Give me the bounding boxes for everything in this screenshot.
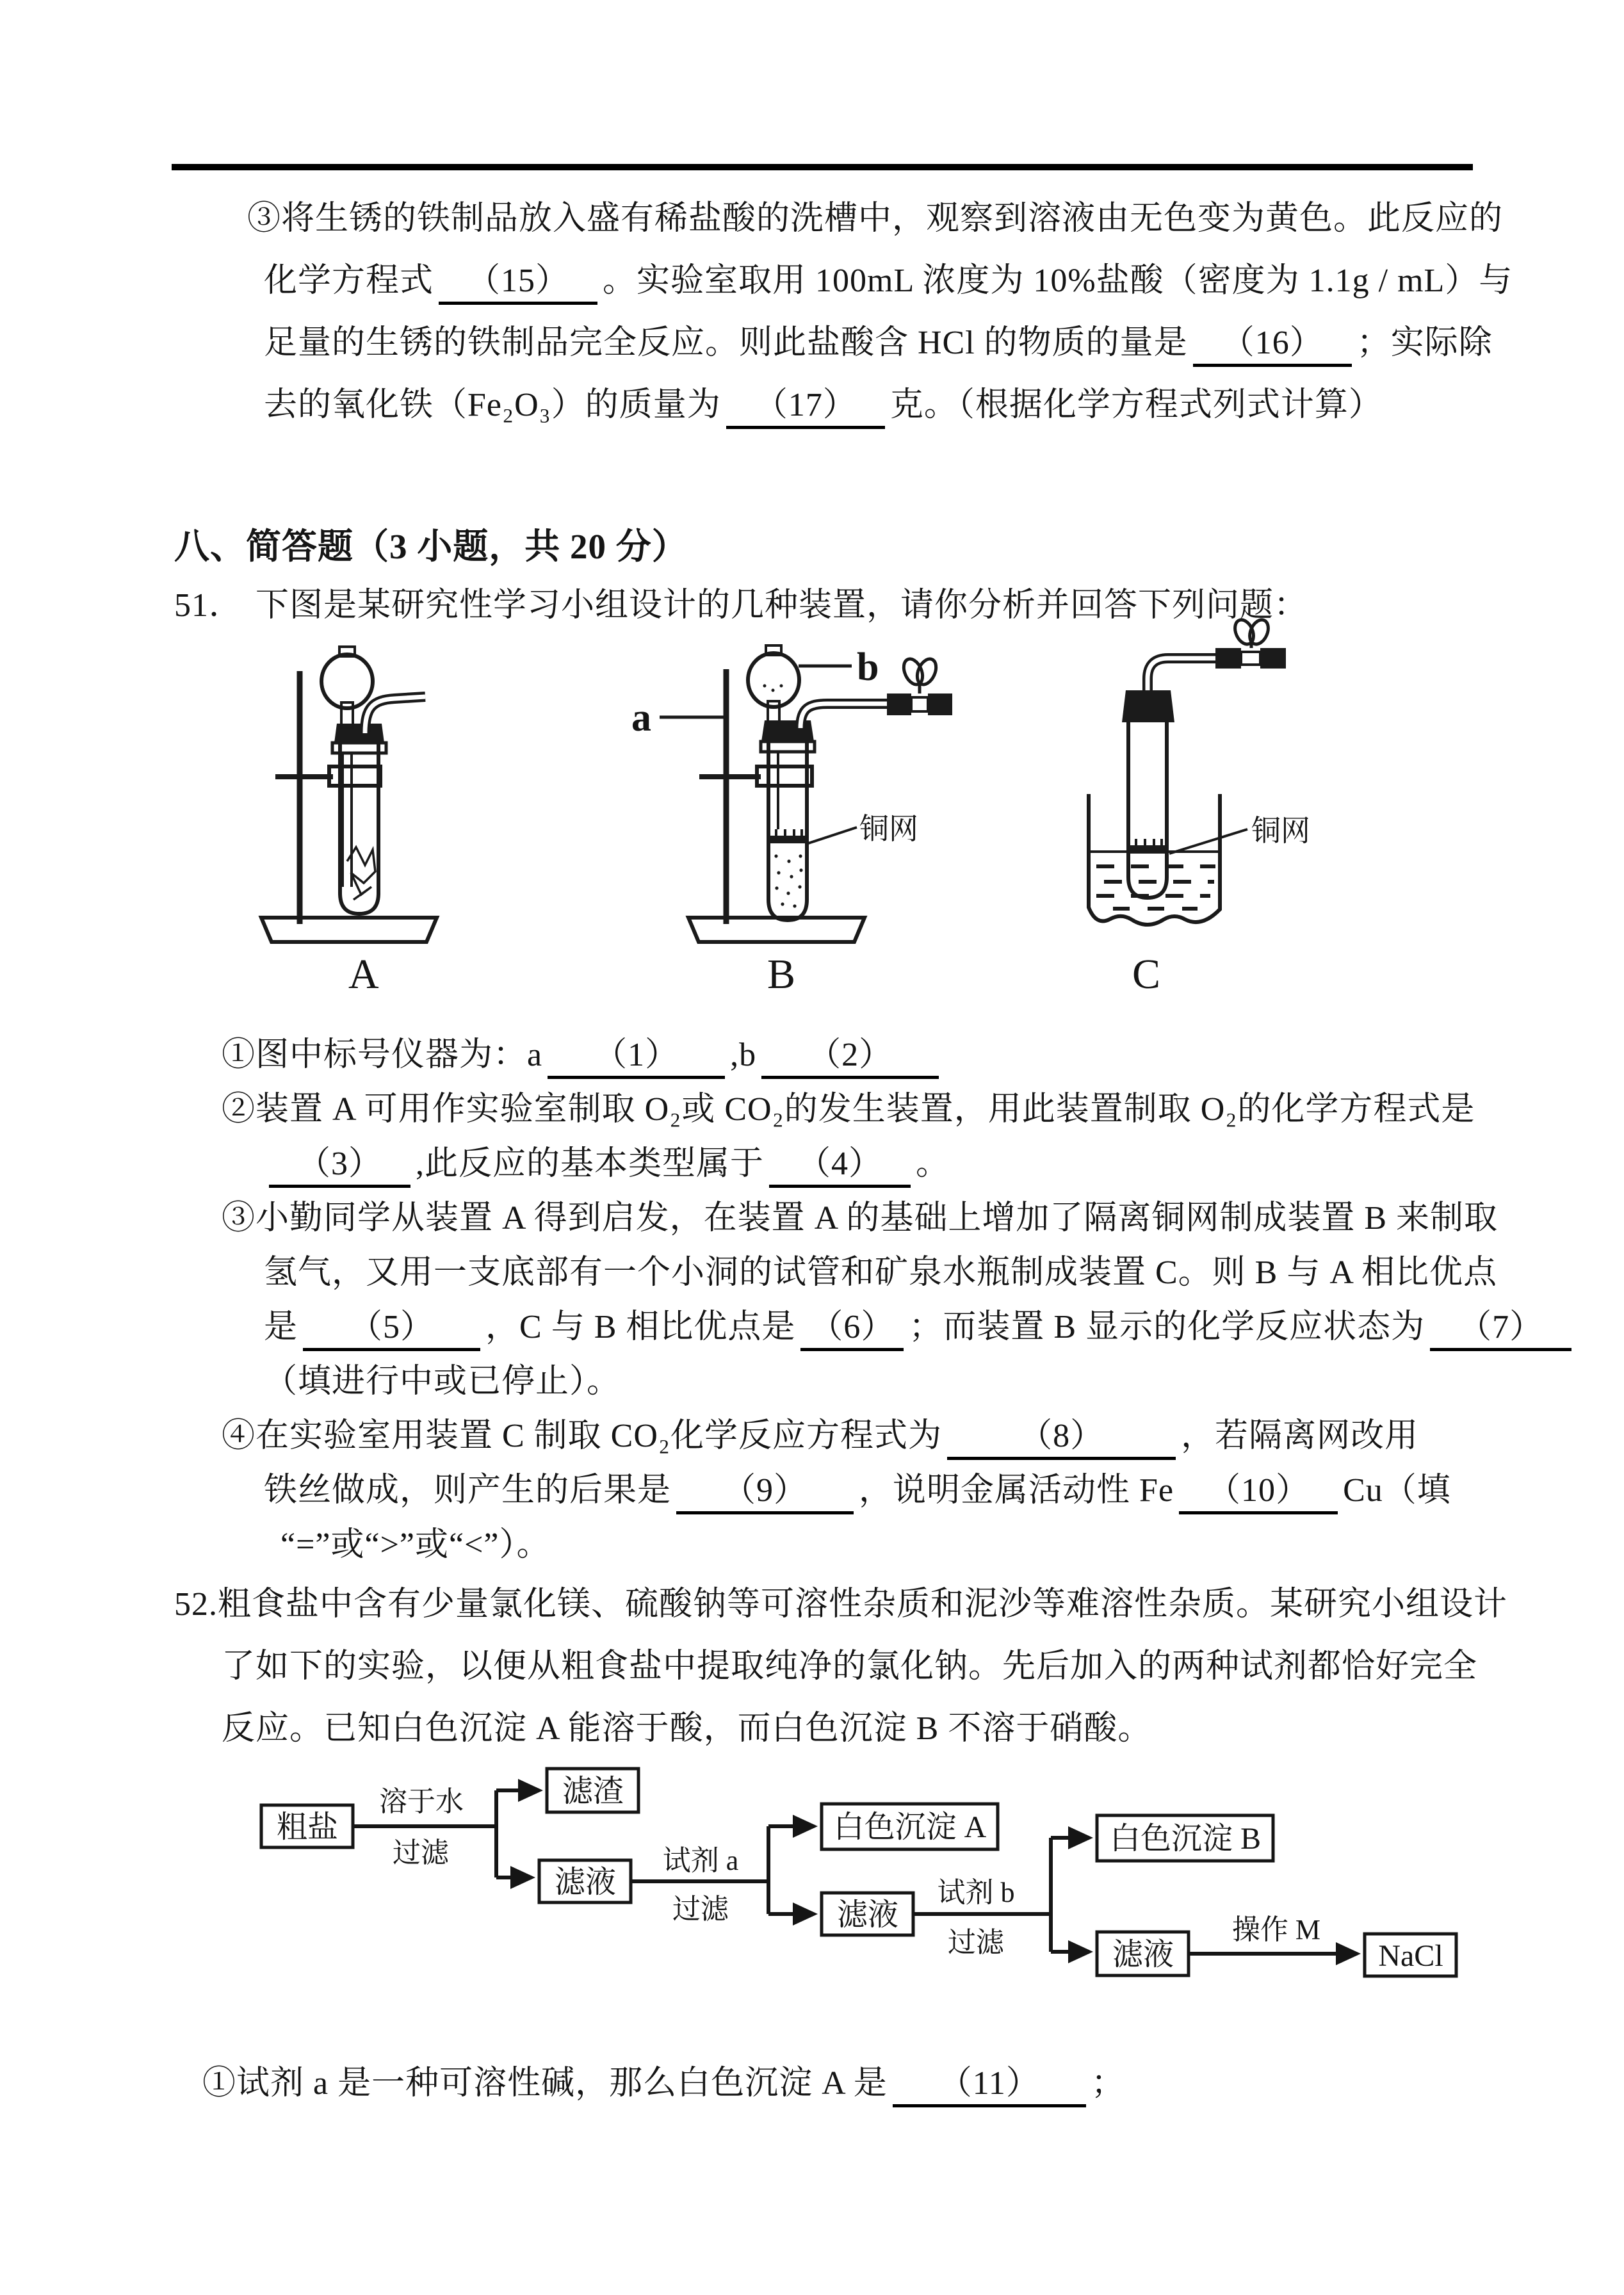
q51-sub2-line1: ②装置 A 可用作实验室制取 O₂或 CO₂的发生装置，用此装置制取 O₂的化学方程式是 bbox=[222, 1091, 1475, 1128]
text-segment: ，C 与 B 相比优点是 bbox=[485, 1309, 796, 1345]
q52-line2: 了如下的实验，以便从粗食盐中提取纯净的氯化钠。先后加入的两种试剂都恰好完全 bbox=[222, 1648, 1478, 1685]
text-segment: 铁丝做成，则产生的后果是 bbox=[264, 1472, 672, 1509]
flow-step-filter-2-label: 过滤 bbox=[672, 1894, 729, 1925]
stopcock-segment bbox=[1260, 648, 1286, 669]
q51-sub3-line3 bbox=[264, 1304, 1577, 1351]
flow-box-white-ppt-b-label: 白色沉淀 B bbox=[1109, 1822, 1262, 1856]
flow-step-filter-1-label: 过滤 bbox=[393, 1837, 449, 1869]
droplet bbox=[763, 685, 767, 688]
funnel-bulb bbox=[748, 653, 799, 707]
q51-number: 51． bbox=[174, 587, 243, 624]
flow-box-filtrate-2-label: 滤液 bbox=[836, 1898, 899, 1932]
blank-1: （1） bbox=[548, 1035, 725, 1079]
text-segment: ①图中标号仪器为：a bbox=[222, 1037, 543, 1073]
stand-base bbox=[261, 918, 437, 942]
q51-sub2-line2 bbox=[264, 1141, 950, 1188]
valve-wing-icon bbox=[914, 656, 940, 688]
apparatus-a bbox=[261, 647, 437, 998]
text-segment: ；而装置 B 显示的化学反应状态为 bbox=[909, 1309, 1425, 1345]
flow-step-operation-m-label: 操作 M bbox=[1231, 1914, 1321, 1945]
blank-9: （9） bbox=[676, 1470, 854, 1514]
stopper bbox=[761, 720, 814, 742]
droplet bbox=[772, 689, 775, 692]
blank-15: （15） bbox=[439, 261, 597, 305]
q51-stem-text: 下图是某研究性学习小组设计的几种装置，请你分析并回答下列问题： bbox=[256, 587, 1308, 624]
apparatus-c bbox=[1089, 617, 1310, 998]
blank-8: （8） bbox=[947, 1416, 1176, 1460]
text-segment: 。 bbox=[916, 1146, 950, 1182]
q50-line-3 bbox=[264, 320, 1493, 367]
flow-box-white-ppt-a-label: 白色沉淀 A bbox=[833, 1810, 987, 1844]
apparatus-c-label: C bbox=[1132, 951, 1161, 998]
q52-line1: 52.粗食盐中含有少量氯化镁、硫酸钠等可溶性杂质和泥沙等难溶性杂质。某研究小组设计 bbox=[174, 1586, 1508, 1623]
stopcock-segment bbox=[928, 693, 952, 715]
flow-box-residue-label: 滤渣 bbox=[562, 1774, 624, 1808]
clamp bbox=[757, 766, 812, 786]
flow-step-reagent-a-label: 试剂 a bbox=[662, 1845, 739, 1876]
granules bbox=[347, 847, 375, 900]
flow-box-filtrate-1-label: 滤液 bbox=[554, 1865, 617, 1899]
stopcock-core bbox=[911, 697, 928, 711]
text-segment: 去的氧化铁（Fe₂O₃）的质量为 bbox=[264, 387, 721, 423]
apparatus-b-label: B bbox=[767, 951, 796, 998]
q50-line-2 bbox=[264, 258, 1513, 305]
purification-flowchart bbox=[96, 1766, 1537, 2035]
stopcock-segment bbox=[887, 693, 911, 715]
water-bottle bbox=[1089, 794, 1220, 925]
blank-4: （4） bbox=[769, 1144, 911, 1188]
blank-7: （7） bbox=[1430, 1307, 1571, 1351]
droplet bbox=[780, 685, 783, 688]
flow-box-crude-salt-label: 粗盐 bbox=[276, 1810, 339, 1844]
mesh-label-leader bbox=[808, 827, 857, 843]
delivery-tube bbox=[1148, 658, 1217, 693]
stopcock-segment bbox=[1215, 648, 1241, 669]
text-segment: 克。（根据化学方程式列式计算） bbox=[889, 387, 1383, 423]
q52-line3: 反应。已知白色沉淀 A 能溶于酸，而白色沉淀 B 不溶于硝酸。 bbox=[222, 1710, 1152, 1747]
liquid-dots bbox=[774, 854, 802, 907]
label-a: a bbox=[631, 696, 651, 740]
text-segment: ；实际除 bbox=[1356, 325, 1493, 361]
q51-sub3-line1: ③小勤同学从装置 A 得到启发，在装置 A 的基础上增加了隔离铜网制成装置 B 来制取 bbox=[222, 1200, 1498, 1237]
apparatus-figure bbox=[211, 618, 1428, 1002]
q50-line-1: ③将生锈的铁制品放入盛有稀盐酸的洗槽中，观察到溶液由无色变为黄色。此反应的 bbox=[247, 200, 1504, 237]
q51-sub4-line3: “=”或“>”或“<”）。 bbox=[280, 1527, 551, 1563]
text-segment: ①试剂 a 是一种可溶性碱，那么白色沉淀 A 是 bbox=[202, 2065, 888, 2102]
text-segment: ，说明金属活动性 Fe bbox=[859, 1472, 1174, 1509]
blank-5: （5） bbox=[303, 1307, 480, 1351]
text-segment: Cu（填 bbox=[1343, 1472, 1451, 1509]
text-segment: 。实验室取用 100mL 浓度为 10%盐酸（密度为 1.1g / mL）与 bbox=[603, 263, 1513, 299]
flow-box-filtrate-3-label: 滤液 bbox=[1112, 1938, 1174, 1972]
clamp bbox=[329, 766, 380, 786]
valve-wing-icon bbox=[1246, 617, 1272, 647]
text-segment: ； bbox=[1091, 2065, 1125, 2102]
copper-mesh-label: 铜网 bbox=[859, 813, 918, 845]
text-segment: 足量的生锈的铁制品完全反应。则此盐酸含 HCl 的物质的量是 bbox=[264, 325, 1188, 361]
q51-sub4-line2 bbox=[264, 1468, 1451, 1514]
blank-16: （16） bbox=[1193, 323, 1352, 367]
apparatus-a-label: A bbox=[348, 951, 379, 998]
flow-box-nacl-label: NaCl bbox=[1378, 1939, 1443, 1973]
section-8-header: 八、简答题（3 小题，共 20 分） bbox=[174, 527, 688, 566]
blank-17: （17） bbox=[726, 385, 885, 429]
text-segment: 化学方程式 bbox=[264, 263, 434, 299]
liquid-dashes bbox=[1096, 866, 1215, 909]
flow-step-filter-3-label: 过滤 bbox=[948, 1927, 1004, 1958]
top-rule bbox=[172, 164, 1473, 170]
blank-10: （10） bbox=[1179, 1470, 1338, 1514]
blank-2: （2） bbox=[761, 1035, 939, 1079]
mesh-label-leader bbox=[1169, 829, 1247, 854]
label-b: b bbox=[857, 645, 879, 689]
flow-step-reagent-b-label: 试剂 b bbox=[937, 1877, 1015, 1908]
q50-line-4 bbox=[264, 382, 1383, 429]
blank-11: （11） bbox=[893, 2063, 1086, 2107]
text-segment: ，若隔离网改用 bbox=[1181, 1418, 1419, 1454]
text-segment: ④在实验室用装置 C 制取 CO₂化学反应方程式为 bbox=[222, 1418, 943, 1454]
q52-sub1 bbox=[202, 2061, 1125, 2107]
flow-step-dissolve-label: 溶于水 bbox=[379, 1786, 464, 1817]
q51-sub4-line1 bbox=[222, 1413, 1418, 1460]
apparatus-b bbox=[631, 645, 952, 998]
stand-base bbox=[688, 918, 865, 942]
blank-3: （3） bbox=[269, 1144, 410, 1188]
stopcock-core bbox=[1241, 652, 1260, 665]
copper-mesh bbox=[770, 836, 806, 843]
blank-6: （6） bbox=[800, 1307, 904, 1351]
funnel-bulb bbox=[321, 654, 373, 708]
q51-sub1 bbox=[222, 1032, 944, 1079]
text-segment: ,此反应的基本类型属于 bbox=[416, 1146, 765, 1182]
text-segment: ,b bbox=[730, 1037, 757, 1073]
funnel-neck bbox=[768, 701, 779, 722]
q51-sub3-line4: （填进行中或已停止）。 bbox=[264, 1363, 621, 1400]
valve-wing-icon bbox=[900, 656, 927, 688]
stopper bbox=[1122, 690, 1174, 722]
text-segment: 是 bbox=[264, 1309, 298, 1345]
test-tube bbox=[1128, 722, 1167, 898]
copper-mesh-label: 铜网 bbox=[1251, 815, 1310, 847]
q51-sub3-line2: 氢气，又用一支底部有一个小洞的试管和矿泉水瓶制成装置 C。则 B 与 A 相比优点 bbox=[264, 1254, 1498, 1291]
